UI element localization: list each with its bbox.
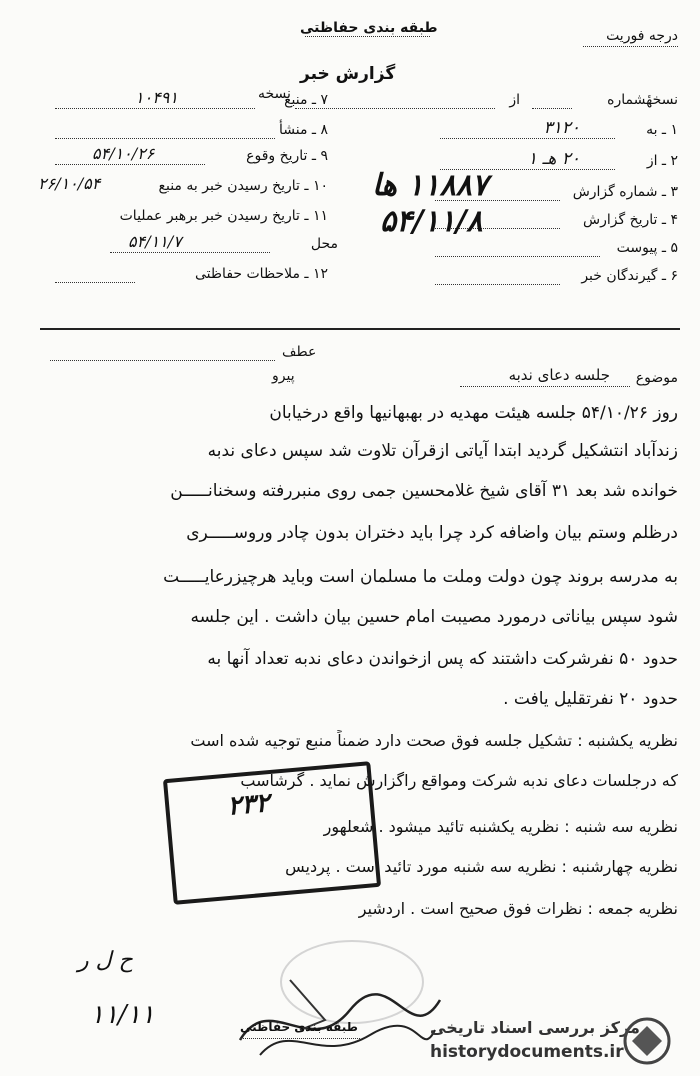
body-line: به مدرسه بروند چون دولت وملت ما مسلمان است وباید هرچیزرعایـــــت bbox=[163, 567, 678, 587]
classification-underline bbox=[305, 36, 430, 37]
handwritten-ref-date: ۵۴/۱۱/۸ bbox=[380, 204, 483, 239]
field-arrival-source-label: ۱۰ ـ تاریخ رسیدن خبر به منبع bbox=[158, 178, 328, 194]
field-attachment-dots bbox=[435, 256, 600, 257]
body-line: حدود ۲۰ نفرتقلیل یافت . bbox=[503, 689, 678, 709]
field-attachment-label: ۵ ـ پیوست bbox=[616, 240, 678, 256]
field-from-label: ۲ ـ از bbox=[646, 153, 678, 169]
opinion-line: نظریه سه شنبه : نظریه یکشنبه تائید میشود . شعلهور bbox=[323, 817, 678, 836]
body-line: روز ۵۴/۱۰/۲۶ جلسه هیئت مهدیه در بهبهانیها واقع درخیابان bbox=[269, 403, 678, 423]
field-to-value: ۳۱۲۰ bbox=[543, 118, 580, 138]
opinion-line: نظریه چهارشنبه : نظریه سه شنبه مورد تائید است . پردیس bbox=[285, 857, 678, 876]
field-report-no-label: ۳ ـ شماره گزارش bbox=[572, 184, 678, 200]
body-line: زندآباد انتشکیل گردید ابتدا آیاتی ازقرآن تلاوت شد سپس دعای ندبه bbox=[207, 441, 678, 461]
watermark-url: historydocuments.ir bbox=[430, 1042, 624, 1062]
field-origin-label: ۸ ـ منشأ bbox=[278, 122, 328, 138]
body-line: درظلم وستم بیان واضافه کرد چرا باید دختران بدون چادر وروســـــری bbox=[186, 523, 678, 543]
field-place-value: ۵۴/۱۱/۷ bbox=[128, 232, 182, 251]
field-from-value: ۲۰ هـ ۱ bbox=[527, 149, 580, 169]
footer-dots bbox=[240, 1038, 360, 1039]
field-security-notes-label: ۱۲ ـ ملاحظات حفاظتی bbox=[195, 266, 328, 282]
from-dots bbox=[295, 108, 495, 109]
copy-number-dots bbox=[532, 108, 572, 109]
copy-label: نسخه bbox=[258, 86, 291, 102]
opinion-line: نظریه یکشنبه : تشکیل جلسه فوق صحت دارد ضمناً منبع توجیه شده است bbox=[190, 731, 678, 750]
priority-underline bbox=[583, 46, 678, 47]
from-label: از bbox=[509, 92, 520, 108]
reference-atf-dots bbox=[50, 360, 275, 361]
field-place-dots bbox=[110, 252, 270, 253]
field-origin-dots bbox=[55, 138, 275, 139]
handwritten-note-top: ح ل ر bbox=[78, 948, 133, 973]
field-occurrence-date-label: ۹ ـ تاریخ وقوع bbox=[246, 148, 328, 164]
field-report-date-label: ۴ ـ تاریخ گزارش bbox=[583, 212, 678, 228]
classification-bottom: طبقه بندی حفاظتی bbox=[240, 1020, 358, 1034]
copy-number-label: نسخهٔشماره bbox=[607, 92, 678, 108]
handwritten-note-bottom: ۱۱/۱۱ bbox=[90, 1000, 155, 1030]
field-occurrence-date-dots bbox=[55, 164, 205, 165]
field-occurrence-date-value: ۵۴/۱۰/۲۶ bbox=[92, 144, 155, 163]
opinion-line: نظریه جمعه : نظرات فوق صحیح است . اردشیر bbox=[358, 899, 678, 918]
subject-dots bbox=[460, 386, 630, 387]
field-arrival-leader-label: ۱۱ ـ تاریخ رسیدن خبر برهبر عملیات bbox=[119, 208, 328, 224]
header-divider bbox=[40, 328, 680, 330]
field-recipients-label: ۶ ـ گیرندگان خبر bbox=[581, 268, 678, 284]
field-to-dots bbox=[440, 138, 615, 139]
stamp-number: ۲۳۲ bbox=[226, 788, 271, 822]
watermark-logo-icon bbox=[612, 1016, 682, 1066]
body-line: خوانده شد بعد ۳۱ آقای شیخ غلامحسین جمی روی منبررفته وسخنانـــــن bbox=[170, 481, 678, 501]
reference-peyro: پیرو bbox=[272, 368, 295, 384]
signature-scribble bbox=[230, 960, 450, 1070]
body-line: شود سپس بیاناتی درمورد مصیبت امام حسین بیان داشت . این جلسه bbox=[190, 607, 678, 627]
subject-label: موضوع bbox=[635, 370, 678, 386]
field-source-value: ۱۰۴۹۱ bbox=[135, 88, 178, 107]
reference-atf: عطف bbox=[282, 344, 317, 360]
field-source-dots bbox=[55, 108, 255, 109]
classification-top: طبقه بندی حفاظتی bbox=[300, 20, 438, 36]
field-place-label: محل bbox=[310, 236, 338, 252]
field-arrival-source-value: ۲۶/۱۰/۵۴ bbox=[38, 174, 101, 193]
field-source-label: ۷ ـ منبع bbox=[284, 92, 328, 108]
watermark-center: مرکز بررسی اسناد تاریخی bbox=[430, 1018, 640, 1037]
body-line: حدود ۵۰ نفرشرکت داشتند که پس ازخواندن دعای ندبه تعداد آنها به bbox=[207, 649, 678, 669]
subject-value: جلسه دعای ندبه bbox=[508, 366, 610, 384]
handwritten-ref-number: ۱۱۸۸۷ ها bbox=[372, 168, 488, 203]
opinion-line: که درجلسات دعای ندبه شرکت ومواقع راگزارش نماید . گرشاسب bbox=[240, 771, 678, 790]
priority-label: درجه فوریت bbox=[606, 28, 678, 44]
rubber-stamp bbox=[163, 761, 381, 905]
field-recipients-dots bbox=[435, 284, 560, 285]
report-title: گزارش خبر bbox=[300, 64, 396, 84]
field-security-notes-dots bbox=[55, 282, 135, 283]
field-to-label: ۱ ـ به bbox=[646, 122, 678, 138]
